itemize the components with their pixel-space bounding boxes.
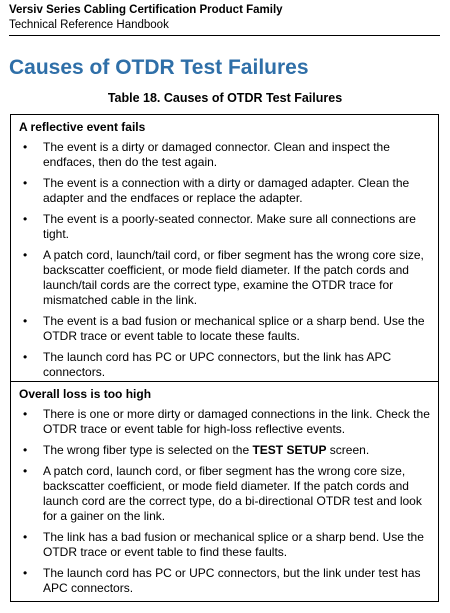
causes-table xyxy=(10,114,439,602)
running-header-handbook: Technical Reference Handbook xyxy=(9,19,169,31)
bullet-icon: • xyxy=(23,350,28,364)
running-header-product: Versiv Series Cabling Certification Product Family xyxy=(9,4,283,16)
list-item xyxy=(19,176,432,206)
bullet-icon: • xyxy=(23,530,28,544)
section-reflective-event xyxy=(11,115,438,382)
cause-list xyxy=(19,140,432,380)
list-item xyxy=(19,443,432,458)
cause-list xyxy=(19,407,432,596)
bullet-icon: • xyxy=(23,212,28,226)
table-caption: Table 18. Causes of OTDR Test Failures xyxy=(107,91,343,105)
bullet-icon: • xyxy=(23,407,28,421)
bullet-icon: • xyxy=(23,566,28,580)
list-item xyxy=(19,314,432,344)
bullet-icon: • xyxy=(23,176,28,190)
list-item-text: The event is a bad fusion or mechanical splice or a sharp bend. Use the OTDR trace or event table to locate these faults. xyxy=(43,314,425,343)
list-item xyxy=(19,566,432,596)
ui-term-bold: TEST SETUP xyxy=(252,443,327,457)
list-item-text: The event is a dirty or damaged connector. Clean and inspect the endfaces, then do the test again. xyxy=(43,140,390,169)
list-item xyxy=(19,530,432,560)
list-item-text: The link has a bad fusion or mechanical splice or a sharp bend. Use the OTDR trace or event table to find these faults. xyxy=(43,530,424,559)
page-title: Causes of OTDR Test Failures xyxy=(9,56,309,79)
list-item xyxy=(19,350,432,380)
section-title: A reflective event fails xyxy=(19,120,146,134)
list-item-text: The event is a connection with a dirty or damaged adapter. Clean the adapter and the endfaces or replace the adapter. xyxy=(43,176,410,205)
list-item-text: The launch cord has PC or UPC connectors, but the link has APC connectors. xyxy=(43,350,392,379)
header-rule xyxy=(9,35,440,36)
section-overall-loss xyxy=(11,382,438,596)
list-item-text: There is one or more dirty or damaged connections in the link. Check the OTDR trace or event table for high-loss reflective events. xyxy=(43,407,430,436)
list-item-text: A patch cord, launch cord, or fiber segment has the wrong core size, backscatter coefficient, or mode field diameter. If the patch cords and launch cord are the correct type, do a bi-directional OTDR test and look for a gainer on the link. xyxy=(43,464,422,523)
list-item xyxy=(19,140,432,170)
section-title: Overall loss is too high xyxy=(19,387,152,401)
list-item-text: The event is a poorly-seated connector. Make sure all connections are tight. xyxy=(43,212,416,241)
bullet-icon: • xyxy=(23,248,28,262)
list-item xyxy=(19,407,432,437)
list-item-text: A patch cord, launch/tail cord, or fiber segment has the wrong core size, backscatter coefficient, or mode field diameter. If the patch cords and launch/tail cords are the correct type, examine the OTDR trace for mismatched cable in the link. xyxy=(43,248,424,307)
list-item xyxy=(19,248,432,308)
list-item-text: The wrong fiber type is selected on the TEST SETUP screen. xyxy=(43,443,370,457)
bullet-icon: • xyxy=(23,443,28,457)
bullet-icon: • xyxy=(23,464,28,478)
list-item-text: The launch cord has PC or UPC connectors, but the link under test has APC connectors. xyxy=(43,566,421,595)
list-item xyxy=(19,464,432,524)
bullet-icon: • xyxy=(23,140,28,154)
bullet-icon: • xyxy=(23,314,28,328)
list-item xyxy=(19,212,432,242)
